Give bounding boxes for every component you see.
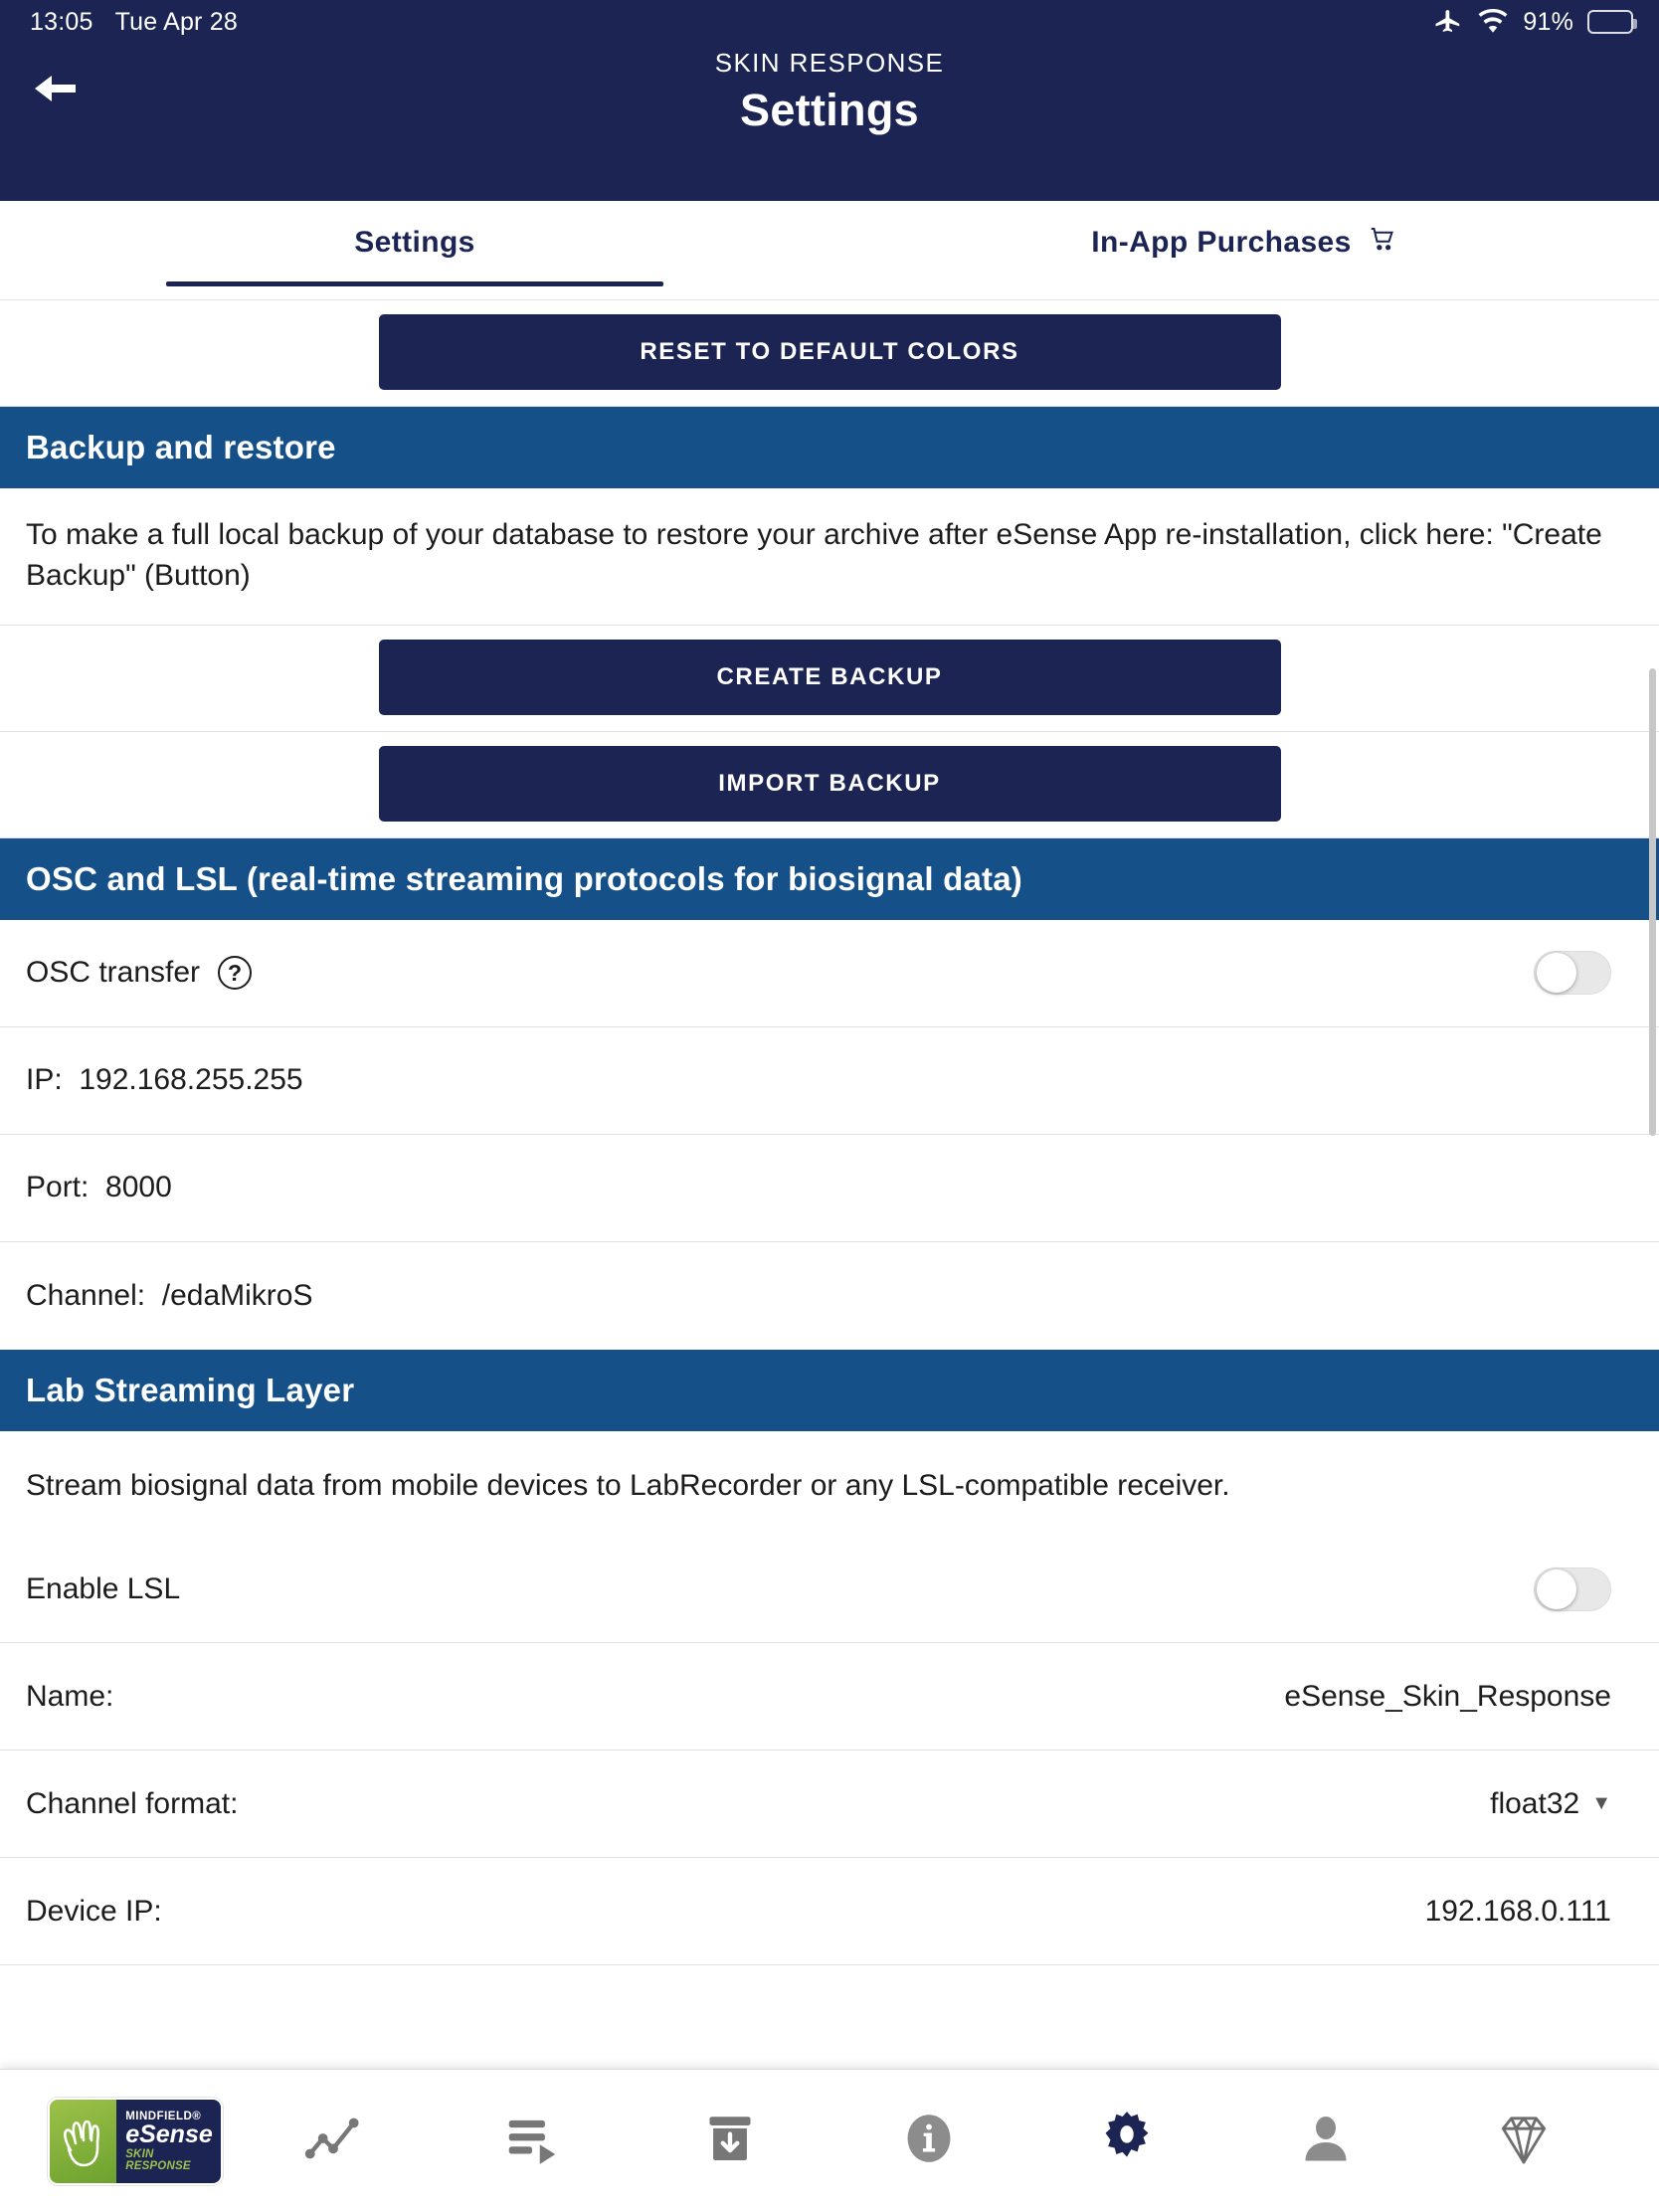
row-device-ip[interactable] bbox=[0, 1858, 1659, 1965]
section-backup-and-restore: Backup and restore bbox=[0, 407, 1659, 488]
help-icon[interactable]: ? bbox=[218, 956, 252, 990]
app-header bbox=[0, 0, 1659, 201]
archive-icon bbox=[701, 2110, 759, 2172]
airplane-icon bbox=[1433, 7, 1463, 37]
lsl-description: Stream biosignal data from mobile devices to LabRecorder or any LSL-compatible receiver. bbox=[26, 1468, 1230, 1502]
osc-channel-label bbox=[26, 1279, 313, 1313]
tab-in-app-purchases[interactable] bbox=[830, 201, 1659, 284]
status-time: 13:05 bbox=[30, 7, 93, 36]
battery-icon bbox=[1587, 10, 1633, 34]
scrollbar-thumb[interactable] bbox=[1649, 668, 1656, 1136]
status-bar-left bbox=[30, 8, 238, 37]
enable-lsl-label: Enable LSL bbox=[26, 1571, 181, 1605]
import-backup-row bbox=[0, 732, 1659, 838]
info-icon bbox=[901, 2111, 957, 2171]
lsl-channel-format-value: float32 bbox=[1490, 1786, 1580, 1820]
esense-logo bbox=[48, 2098, 223, 2185]
osc-transfer-label: OSC transfer bbox=[26, 956, 201, 990]
tab-in-app-purchases-label: In-App Purchases bbox=[1091, 226, 1352, 259]
nav-procedure[interactable] bbox=[433, 2108, 632, 2174]
section-osc-and-lsl: OSC and LSL (real-time streaming protocols for biosignal data) bbox=[0, 838, 1659, 920]
wifi-icon bbox=[1477, 9, 1509, 35]
osc-port-value: 8000 bbox=[105, 1171, 172, 1204]
logo-text bbox=[116, 2100, 221, 2183]
header-title-group bbox=[0, 48, 1659, 136]
lsl-name-label: Name: bbox=[26, 1679, 114, 1713]
row-lsl-channel-format[interactable] bbox=[0, 1751, 1659, 1858]
lsl-name-value[interactable]: eSense_Skin_Response bbox=[1284, 1679, 1611, 1713]
chevron-down-icon: ▼ bbox=[1591, 1792, 1611, 1815]
logo-product: eSense bbox=[125, 2120, 213, 2148]
row-enable-lsl[interactable] bbox=[0, 1536, 1659, 1643]
nav-settings[interactable] bbox=[1028, 2108, 1227, 2174]
logo-subtitle: SKIN RESPONSE bbox=[125, 2148, 191, 2173]
bottom-navigation-bar bbox=[0, 2069, 1659, 2212]
backup-description: To make a full local backup of your database to restore your archive after eSense App re-installation, click here: "Create Backup" (Button) bbox=[0, 488, 1659, 626]
settings-gear-icon bbox=[1096, 2108, 1158, 2174]
measurement-icon bbox=[302, 2108, 364, 2174]
enable-lsl-toggle[interactable] bbox=[1534, 1567, 1611, 1611]
device-ip-label: Device IP: bbox=[26, 1894, 162, 1928]
logo-brand: MINDFIELD® bbox=[125, 2110, 202, 2122]
row-osc-channel[interactable] bbox=[0, 1242, 1659, 1350]
osc-port-label bbox=[26, 1171, 172, 1204]
lsl-channel-format-label: Channel format: bbox=[26, 1786, 239, 1820]
page-title: Settings bbox=[740, 85, 919, 135]
lsl-channel-format-select[interactable] bbox=[1490, 1787, 1611, 1821]
row-osc-ip[interactable] bbox=[0, 1027, 1659, 1135]
osc-transfer-label-group bbox=[26, 956, 252, 990]
settings-scroll-area[interactable] bbox=[0, 201, 1659, 2069]
battery-percent: 91% bbox=[1523, 7, 1573, 36]
premium-diamond-icon bbox=[1493, 2108, 1555, 2174]
osc-channel-value: /edaMikroS bbox=[161, 1278, 313, 1312]
osc-ip-value: 192.168.255.255 bbox=[79, 1063, 303, 1097]
create-backup-row bbox=[0, 626, 1659, 732]
status-bar-right bbox=[1433, 7, 1633, 37]
back-button[interactable] bbox=[24, 58, 86, 119]
section-lab-streaming-layer: Lab Streaming Layer bbox=[0, 1350, 1659, 1431]
osc-channel-label-text: Channel: bbox=[26, 1278, 146, 1312]
header-subtitle: SKIN RESPONSE bbox=[714, 48, 945, 78]
row-osc-transfer[interactable] bbox=[0, 920, 1659, 1027]
import-backup-button[interactable]: IMPORT BACKUP bbox=[379, 746, 1281, 822]
status-date: Tue Apr 28 bbox=[114, 7, 238, 36]
nav-info[interactable] bbox=[830, 2111, 1028, 2171]
status-bar bbox=[0, 0, 1659, 36]
osc-ip-label bbox=[26, 1063, 303, 1097]
hand-icon bbox=[50, 2100, 116, 2183]
create-backup-button[interactable]: CREATE BACKUP bbox=[379, 640, 1281, 715]
reset-to-default-colors-button[interactable]: RESET TO DEFAULT COLORS bbox=[379, 314, 1281, 390]
back-arrow-icon bbox=[32, 71, 78, 106]
tab-active-indicator bbox=[166, 281, 663, 286]
cart-icon bbox=[1368, 224, 1397, 262]
reset-colors-row bbox=[0, 300, 1659, 407]
tab-settings-label: Settings bbox=[354, 226, 475, 259]
account-icon bbox=[1296, 2109, 1356, 2173]
osc-transfer-toggle[interactable] bbox=[1534, 951, 1611, 995]
nav-measurement[interactable] bbox=[235, 2108, 434, 2174]
nav-logo[interactable] bbox=[36, 2098, 235, 2185]
nav-archive[interactable] bbox=[632, 2110, 830, 2172]
procedure-icon bbox=[501, 2108, 563, 2174]
osc-ip-label-text: IP: bbox=[26, 1063, 63, 1097]
osc-port-label-text: Port: bbox=[26, 1171, 90, 1204]
nav-account[interactable] bbox=[1226, 2109, 1425, 2173]
nav-premium[interactable] bbox=[1425, 2108, 1624, 2174]
tab-settings[interactable] bbox=[0, 201, 830, 284]
row-osc-port[interactable] bbox=[0, 1135, 1659, 1242]
device-ip-value: 192.168.0.111 bbox=[1424, 1894, 1611, 1928]
row-lsl-name[interactable] bbox=[0, 1643, 1659, 1751]
